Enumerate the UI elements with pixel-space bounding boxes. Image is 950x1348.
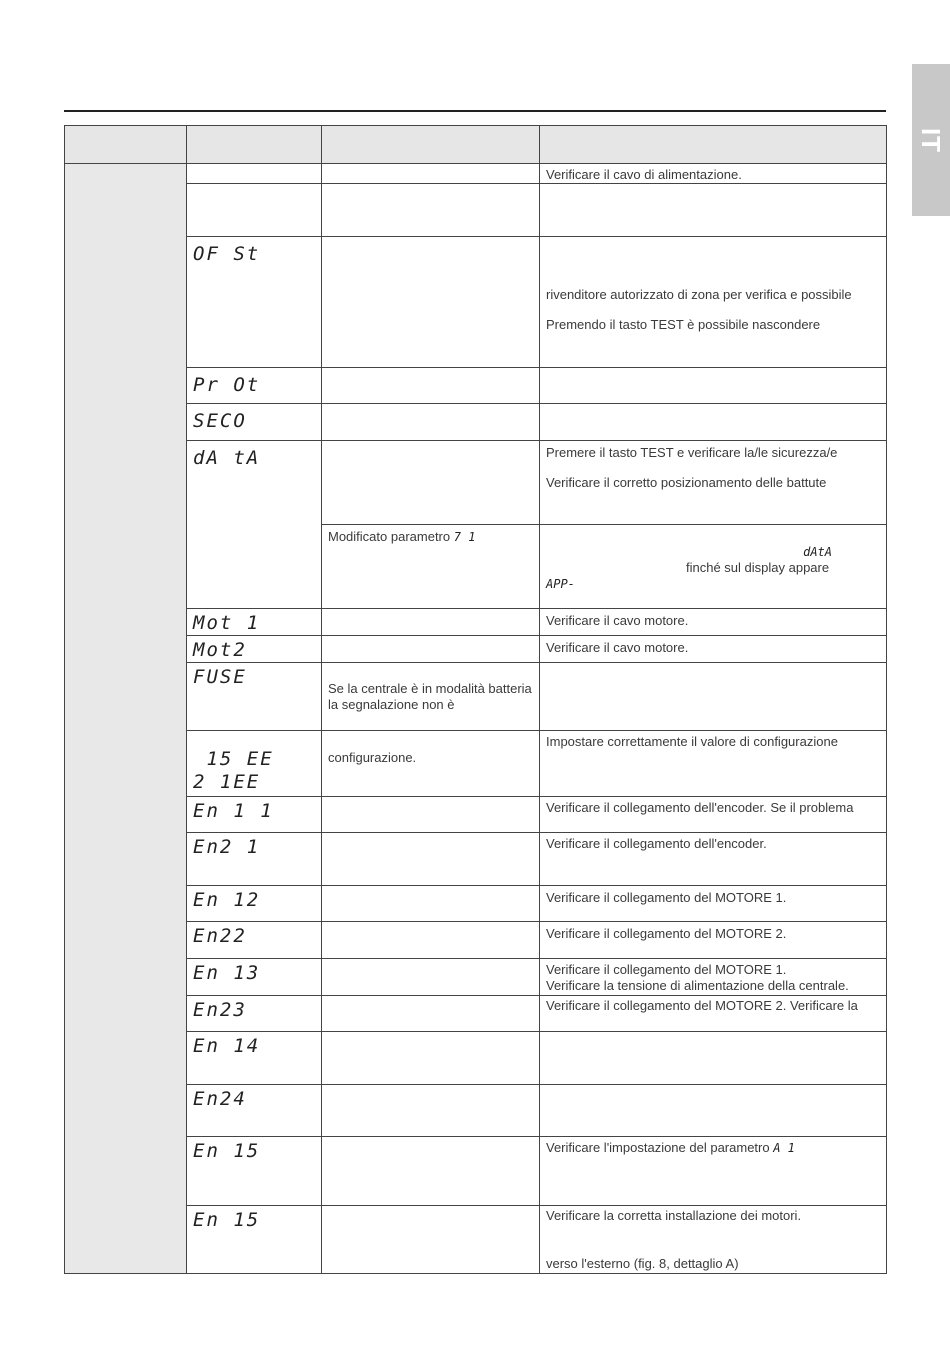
cause-cell: [322, 996, 540, 1032]
table-row: [65, 922, 887, 959]
code-cell: En24: [187, 1085, 322, 1137]
solution-text: Verificare la tensione di alimentazione della centrale.: [546, 978, 849, 993]
solution-cell: [540, 1206, 887, 1274]
solution-cell: [540, 1032, 887, 1085]
solution-cell: [540, 525, 887, 609]
solution-cell: Verificare il collegamento del MOTORE 1.: [540, 886, 887, 922]
error-table: [64, 125, 887, 1274]
table-row: [65, 237, 887, 368]
solution-text: rivenditore autorizzato di zona per verifica e possibile: [546, 287, 852, 302]
cause-cell: [322, 886, 540, 922]
table-row: [65, 731, 887, 797]
solution-text: Premere il tasto TEST e verificare la/le sicurezza/e: [546, 445, 838, 460]
solution-text: Verificare la corretta installazione dei motori.: [546, 1208, 802, 1223]
cause-cell: Se la centrale è in modalità batteria la segnalazione non è: [322, 663, 540, 731]
table-row: [65, 441, 887, 525]
table-row: [65, 164, 887, 184]
table-row: [65, 404, 887, 441]
code-cell: En 15: [187, 1206, 322, 1274]
solution-cell: [540, 959, 887, 996]
solution-cell: Verificare il collegamento del MOTORE 2. Verificare la: [540, 996, 887, 1032]
display-code: APP-: [546, 577, 575, 591]
solution-cell: Verificare il collegamento del MOTORE 2.: [540, 922, 887, 959]
cause-cell: [322, 609, 540, 636]
header-cell: [540, 126, 887, 164]
code-cell: En 13: [187, 959, 322, 996]
cause-cell: [322, 833, 540, 886]
code-cell: En23: [187, 996, 322, 1032]
code-cell: Mot 1: [187, 609, 322, 636]
table-row: [65, 636, 887, 663]
display-code: dAtA: [803, 545, 832, 559]
table-row: [65, 797, 887, 833]
cause-cell: [322, 164, 540, 184]
cause-cell: [322, 1032, 540, 1085]
table-row: [65, 833, 887, 886]
code-cell: [187, 184, 322, 237]
top-rule: [64, 110, 886, 112]
cause-cell: [322, 404, 540, 441]
solution-text: Premendo il tasto TEST è possibile nascondere: [546, 317, 821, 332]
table-row: [65, 184, 887, 237]
header-cell: [65, 126, 187, 164]
cause-cell: [322, 636, 540, 663]
cause-cell: [322, 368, 540, 404]
solution-cell: [540, 1085, 887, 1137]
table-header: [65, 126, 887, 164]
language-tab: [912, 64, 950, 216]
table-row: [65, 368, 887, 404]
solution-cell: [540, 663, 887, 731]
code-cell: [187, 164, 322, 184]
code-cell: FUSE: [187, 663, 322, 731]
solution-cell: [540, 184, 887, 237]
solution-cell: [540, 404, 887, 441]
code-cell: SECO: [187, 404, 322, 441]
code-cell: En 14: [187, 1032, 322, 1085]
solution-text: finché sul display appare: [686, 560, 830, 575]
cause-cell: [322, 797, 540, 833]
code-cell: OF St: [187, 237, 322, 368]
language-label: IT: [916, 127, 947, 153]
cause-text: Modificato parametro: [328, 529, 451, 544]
solution-cell: [540, 441, 887, 525]
table-row: [65, 996, 887, 1032]
table-row: [65, 609, 887, 636]
code-cell: Mot2: [187, 636, 322, 663]
solution-text: Verificare il corretto posizionamento delle battute: [546, 475, 827, 490]
parameter-code: A 1: [773, 1141, 795, 1155]
solution-cell: [540, 1137, 887, 1206]
solution-cell: [540, 237, 887, 368]
group-cell: [65, 164, 187, 1274]
table-row: [65, 959, 887, 996]
header-cell: [322, 126, 540, 164]
code-cell: En 1 1: [187, 797, 322, 833]
cause-cell: [322, 525, 540, 609]
cause-cell: [322, 1206, 540, 1274]
solution-text: verso l'esterno (fig. 8, dettaglio A): [546, 1256, 739, 1271]
solution-cell: Verificare il collegamento dell'encoder. Se il problema: [540, 797, 887, 833]
code-cell: En 12: [187, 886, 322, 922]
table-row: [65, 1137, 887, 1206]
table-row: [65, 1085, 887, 1137]
solution-cell: Impostare correttamente il valore di configurazione: [540, 731, 887, 797]
cause-cell: [322, 1137, 540, 1206]
table-row: [65, 1206, 887, 1274]
parameter-code: 7 1: [453, 530, 476, 544]
code-cell: En2 1: [187, 833, 322, 886]
solution-cell: Verificare il cavo motore.: [540, 636, 887, 663]
code-cell: [187, 731, 322, 797]
cause-cell: [322, 441, 540, 525]
cause-cell: [322, 237, 540, 368]
table-row: [65, 663, 887, 731]
solution-cell: [540, 368, 887, 404]
header-cell: [187, 126, 322, 164]
cause-cell: configurazione.: [322, 731, 540, 797]
cause-cell: [322, 184, 540, 237]
table-row: [65, 886, 887, 922]
cause-cell: [322, 922, 540, 959]
code-cell: En 15: [187, 1137, 322, 1206]
error-code: 15 EE: [193, 748, 274, 770]
solution-text: Verificare l'impostazione del parametro: [546, 1140, 770, 1155]
cause-cell: [322, 1085, 540, 1137]
code-cell: Pr Ot: [187, 368, 322, 404]
solution-cell: Verificare il collegamento dell'encoder.: [540, 833, 887, 886]
solution-cell: Verificare il cavo di alimentazione.: [540, 164, 887, 184]
solution-text: Verificare il collegamento del MOTORE 1.: [546, 962, 787, 977]
error-code: 2 1EE: [193, 771, 261, 793]
code-cell: dA tA: [187, 441, 322, 609]
table-row: [65, 1032, 887, 1085]
code-cell: En22: [187, 922, 322, 959]
cause-cell: [322, 959, 540, 996]
solution-cell: Verificare il cavo motore.: [540, 609, 887, 636]
